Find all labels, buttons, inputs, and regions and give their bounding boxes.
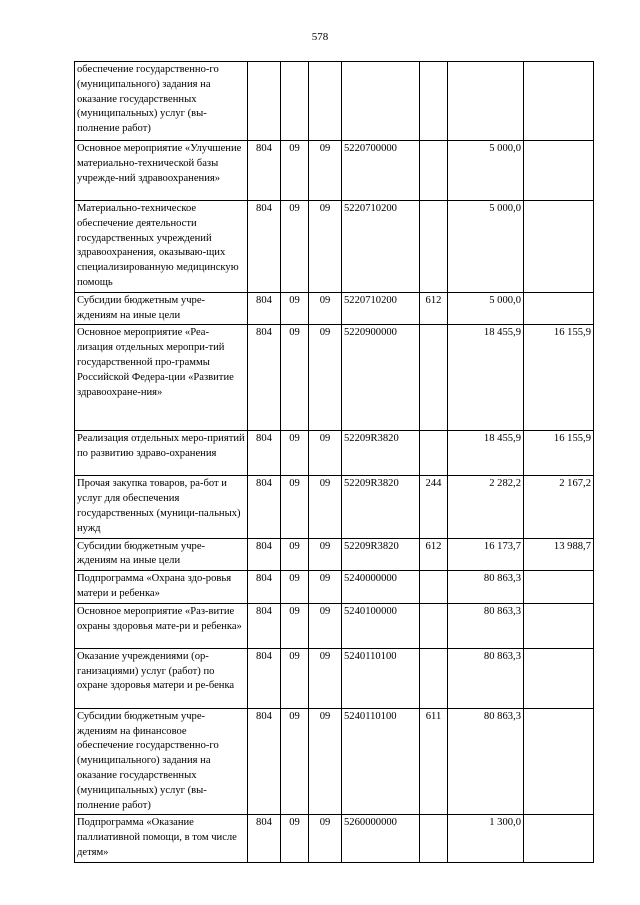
target-article-cell: 5220900000	[342, 325, 420, 431]
target-article-cell	[342, 62, 420, 141]
subsection-code-cell: 09	[309, 141, 342, 201]
subsection-code-cell: 09	[309, 431, 342, 476]
target-article-cell: 5240000000	[342, 571, 420, 604]
expense-type-cell	[420, 815, 448, 862]
row-name-cell: Субсидии бюджетным учре-ждениям на иные цели	[75, 538, 248, 571]
row-name-cell: Субсидии бюджетным учре-ждениям на финансовое обеспечение государственно-го (муниципального) задания на оказание государственных (муниципальных) услуг (вы-полнение работ)	[75, 708, 248, 815]
row-name-cell: Прочая закупка товаров, ра-бот и услуг для обеспечения государственных (муници-пальных) нужд	[75, 476, 248, 538]
expense-type-cell	[420, 141, 448, 201]
amount-second-cell: 13 988,7	[524, 538, 594, 571]
ministry-code-cell: 804	[248, 141, 281, 201]
expense-type-cell	[420, 325, 448, 431]
ministry-code-cell: 804	[248, 603, 281, 648]
section-code-cell: 09	[281, 648, 309, 708]
table-row	[75, 538, 594, 571]
expense-type-cell	[420, 648, 448, 708]
table-row	[75, 201, 594, 293]
target-article-cell: 5220710200	[342, 201, 420, 293]
section-code-cell: 09	[281, 476, 309, 538]
table-row	[75, 141, 594, 201]
ministry-code-cell: 804	[248, 708, 281, 815]
amount-second-cell: 16 155,9	[524, 431, 594, 476]
section-code-cell: 09	[281, 538, 309, 571]
subsection-code-cell: 09	[309, 815, 342, 862]
subsection-code-cell	[309, 62, 342, 141]
amount-first-cell: 5 000,0	[448, 141, 524, 201]
subsection-code-cell: 09	[309, 571, 342, 604]
section-code-cell: 09	[281, 292, 309, 325]
ministry-code-cell: 804	[248, 325, 281, 431]
section-code-cell: 09	[281, 815, 309, 862]
amount-second-cell	[524, 141, 594, 201]
subsection-code-cell: 09	[309, 325, 342, 431]
amount-first-cell: 18 455,9	[448, 431, 524, 476]
ministry-code-cell: 804	[248, 431, 281, 476]
amount-first-cell	[448, 62, 524, 141]
section-code-cell: 09	[281, 201, 309, 293]
expense-type-cell: 612	[420, 292, 448, 325]
target-article-cell: 5220710200	[342, 292, 420, 325]
table-row	[75, 815, 594, 862]
amount-first-cell: 2 282,2	[448, 476, 524, 538]
table-body	[75, 62, 594, 863]
amount-second-cell	[524, 708, 594, 815]
target-article-cell: 52209R3820	[342, 538, 420, 571]
subsection-code-cell: 09	[309, 201, 342, 293]
amount-second-cell	[524, 62, 594, 141]
subsection-code-cell: 09	[309, 648, 342, 708]
table-row	[75, 571, 594, 604]
target-article-cell: 52209R3820	[342, 476, 420, 538]
ministry-code-cell: 804	[248, 571, 281, 604]
row-name-cell: Основное мероприятие «Реа-лизация отдельных меропри-тий государственной про-граммы Российской Федера-ции «Развитие здравоохране-ния»	[75, 325, 248, 431]
table-row	[75, 603, 594, 648]
expense-type-cell: 612	[420, 538, 448, 571]
row-name-cell: Субсидии бюджетным учре-ждениям на иные цели	[75, 292, 248, 325]
ministry-code-cell: 804	[248, 201, 281, 293]
section-code-cell	[281, 62, 309, 141]
row-name-cell: Подпрограмма «Оказание паллиативной помощи, в том числе детям»	[75, 815, 248, 862]
amount-first-cell: 5 000,0	[448, 201, 524, 293]
section-code-cell: 09	[281, 708, 309, 815]
expense-type-cell: 244	[420, 476, 448, 538]
amount-second-cell	[524, 815, 594, 862]
amount-second-cell: 16 155,9	[524, 325, 594, 431]
expense-type-cell	[420, 571, 448, 604]
expense-type-cell	[420, 201, 448, 293]
subsection-code-cell: 09	[309, 476, 342, 538]
ministry-code-cell: 804	[248, 815, 281, 862]
subsection-code-cell: 09	[309, 708, 342, 815]
table-row	[75, 648, 594, 708]
table-row	[75, 62, 594, 141]
amount-second-cell	[524, 571, 594, 604]
target-article-cell: 5240110100	[342, 648, 420, 708]
ministry-code-cell: 804	[248, 538, 281, 571]
ministry-code-cell: 804	[248, 292, 281, 325]
expense-type-cell	[420, 431, 448, 476]
subsection-code-cell: 09	[309, 292, 342, 325]
table-row	[75, 292, 594, 325]
subsection-code-cell: 09	[309, 538, 342, 571]
amount-second-cell	[524, 648, 594, 708]
target-article-cell: 52209R3820	[342, 431, 420, 476]
budget-table	[74, 61, 594, 863]
table-row	[75, 325, 594, 431]
expense-type-cell: 611	[420, 708, 448, 815]
section-code-cell: 09	[281, 325, 309, 431]
row-name-cell: Основное мероприятие «Улучшение материально-технической базы учрежде-ний здравоохранения»	[75, 141, 248, 201]
row-name-cell: Основное мероприятие «Раз-витие охраны здоровья мате-ри и ребенка»	[75, 603, 248, 648]
expense-type-cell	[420, 62, 448, 141]
section-code-cell: 09	[281, 603, 309, 648]
target-article-cell: 5240110100	[342, 708, 420, 815]
section-code-cell: 09	[281, 571, 309, 604]
amount-first-cell: 80 863,3	[448, 648, 524, 708]
target-article-cell: 5220700000	[342, 141, 420, 201]
section-code-cell: 09	[281, 431, 309, 476]
amount-first-cell: 16 173,7	[448, 538, 524, 571]
amount-second-cell	[524, 201, 594, 293]
section-code-cell: 09	[281, 141, 309, 201]
amount-first-cell: 18 455,9	[448, 325, 524, 431]
ministry-code-cell	[248, 62, 281, 141]
ministry-code-cell: 804	[248, 648, 281, 708]
table-row	[75, 431, 594, 476]
subsection-code-cell: 09	[309, 603, 342, 648]
page-number: 578	[311, 31, 329, 43]
amount-first-cell: 5 000,0	[448, 292, 524, 325]
row-name-cell: Оказание учреждениями (ор-ганизациями) услуг (работ) по охране здоровья матери и ре-бенка	[75, 648, 248, 708]
amount-second-cell: 2 167,2	[524, 476, 594, 538]
amount-first-cell: 80 863,3	[448, 708, 524, 815]
row-name-cell: обеспечение государственно-го (муниципального) задания на оказание государственных (муниципальных) услуг (вы-полнение работ)	[75, 62, 248, 141]
amount-first-cell: 1 300,0	[448, 815, 524, 862]
amount-second-cell	[524, 292, 594, 325]
amount-first-cell: 80 863,3	[448, 603, 524, 648]
target-article-cell: 5240100000	[342, 603, 420, 648]
target-article-cell: 5260000000	[342, 815, 420, 862]
table-row	[75, 708, 594, 815]
amount-second-cell	[524, 603, 594, 648]
table-row	[75, 476, 594, 538]
row-name-cell: Реализация отдельных меро-приятий по развитию здраво-охранения	[75, 431, 248, 476]
row-name-cell: Материально-техническое обеспечение деятельности государственных учреждений здравоохранения, оказываю-щих специализированную медицинскую помощь	[75, 201, 248, 293]
row-name-cell: Подпрограмма «Охрана здо-ровья матери и ребенка»	[75, 571, 248, 604]
expense-type-cell	[420, 603, 448, 648]
ministry-code-cell: 804	[248, 476, 281, 538]
amount-first-cell: 80 863,3	[448, 571, 524, 604]
